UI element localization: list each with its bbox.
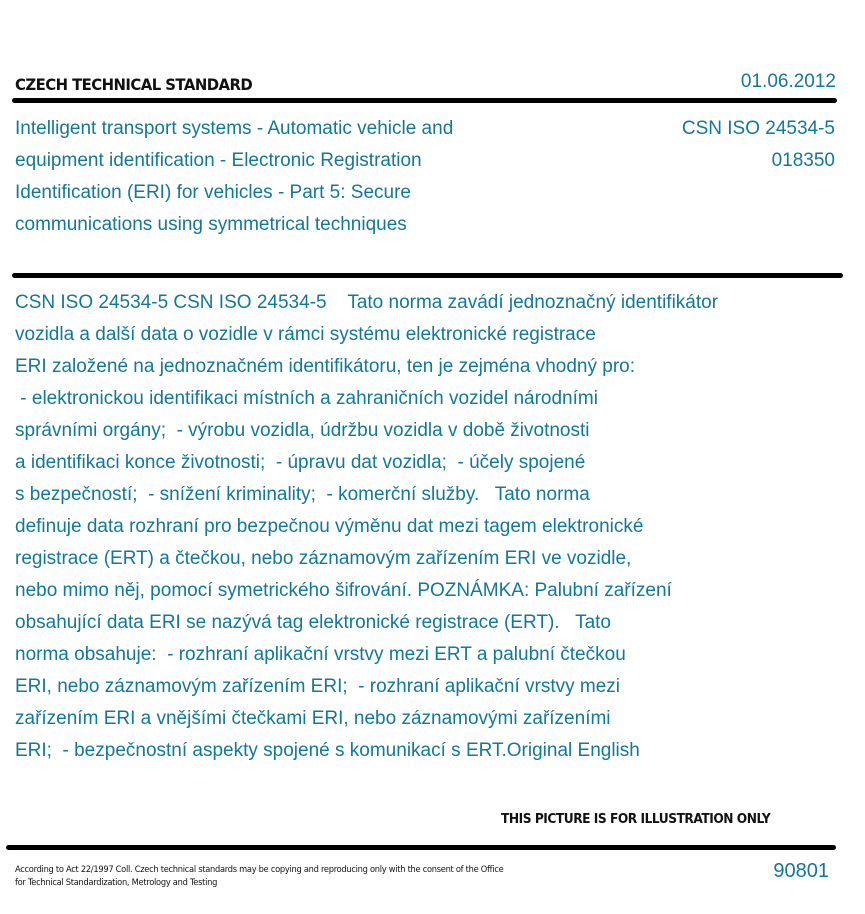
legal-notice <box>15 864 503 890</box>
footer-divider <box>6 845 836 850</box>
abstract-line: ERI založené na jednoznačném identifikátoru, ten je zejména vhodný pro: <box>15 356 635 377</box>
header-divider <box>12 98 837 103</box>
abstract-line: správními orgány; - výrobu vozidla, údržbu vozidla v době životnosti <box>15 420 590 441</box>
abstract-line: registrace (ERT) a čtečkou, nebo záznamovým zařízením ERI ve vozidle, <box>15 548 632 569</box>
abstract-line: vozidla a další data o vozidle v rámci systému elektronické registrace <box>15 324 596 345</box>
document-title-line: Identification (ERI) for vehicles - Part 5: Secure <box>15 182 411 203</box>
legal-notice-line: According to Act 22/1997 Coll. Czech technical standards may be copying and reproducing only with the consent of the Office <box>15 865 504 875</box>
abstract-line: norma obsahuje: - rozhraní aplikační vrstvy mezi ERT a palubní čtečkou <box>15 644 626 665</box>
legal-notice-line: for Technical Standardization, Metrology and Testing <box>15 878 218 888</box>
document-title <box>15 113 555 241</box>
abstract-line: ERI, nebo záznamovým zařízením ERI; - rozhraní aplikační vrstvy mezi <box>15 676 621 697</box>
abstract-line: obsahující data ERI se nazývá tag elektronické registrace (ERT). Tato <box>15 612 611 633</box>
standard-designation: CSN ISO 24534-5 <box>681 118 835 139</box>
publication-date: 01.06.2012 <box>740 71 836 92</box>
abstract-line: ERI; - bezpečnostní aspekty spojené s komunikací s ERT.Original English <box>15 740 640 761</box>
abstract-line: nebo mimo něj, pomocí symetrického šifrování. POZNÁMKA: Palubní zařízení <box>15 580 672 601</box>
document-title-line: equipment identification - Electronic Registration <box>15 150 422 171</box>
catalog-number: 018350 <box>771 150 835 171</box>
abstract-line: - elektronickou identifikaci místních a zahraničních vozidel národními <box>15 388 598 409</box>
illustration-disclaimer: THIS PICTURE IS FOR ILLUSTRATION ONLY <box>501 812 771 827</box>
abstract-line: CSN ISO 24534-5 CSN ISO 24534-5 Tato norma zavádí jednoznačný identifikátor <box>15 292 719 313</box>
document-title-line: Intelligent transport systems - Automatic vehicle and <box>15 118 454 139</box>
price-code: 90801 <box>773 860 829 882</box>
abstract-line: a identifikaci konce životnosti; - úpravu dat vozidla; - účely spojené <box>15 452 586 473</box>
document-title-line: communications using symmetrical techniques <box>15 214 407 235</box>
abstract-line: s bezpečností; - snížení kriminality; - komerční služby. Tato norma <box>15 484 590 505</box>
abstract-line: zařízením ERI a vnějšími čtečkami ERI, nebo záznamovými zařízeními <box>15 708 611 729</box>
abstract-line: definuje data rozhraní pro bezpečnou výměnu dat mezi tagem elektronické <box>15 516 644 537</box>
document-identifiers <box>682 113 835 177</box>
abstract-text <box>15 287 718 767</box>
standard-type-label: CZECH TECHNICAL STANDARD <box>15 75 253 94</box>
title-divider <box>12 273 843 278</box>
